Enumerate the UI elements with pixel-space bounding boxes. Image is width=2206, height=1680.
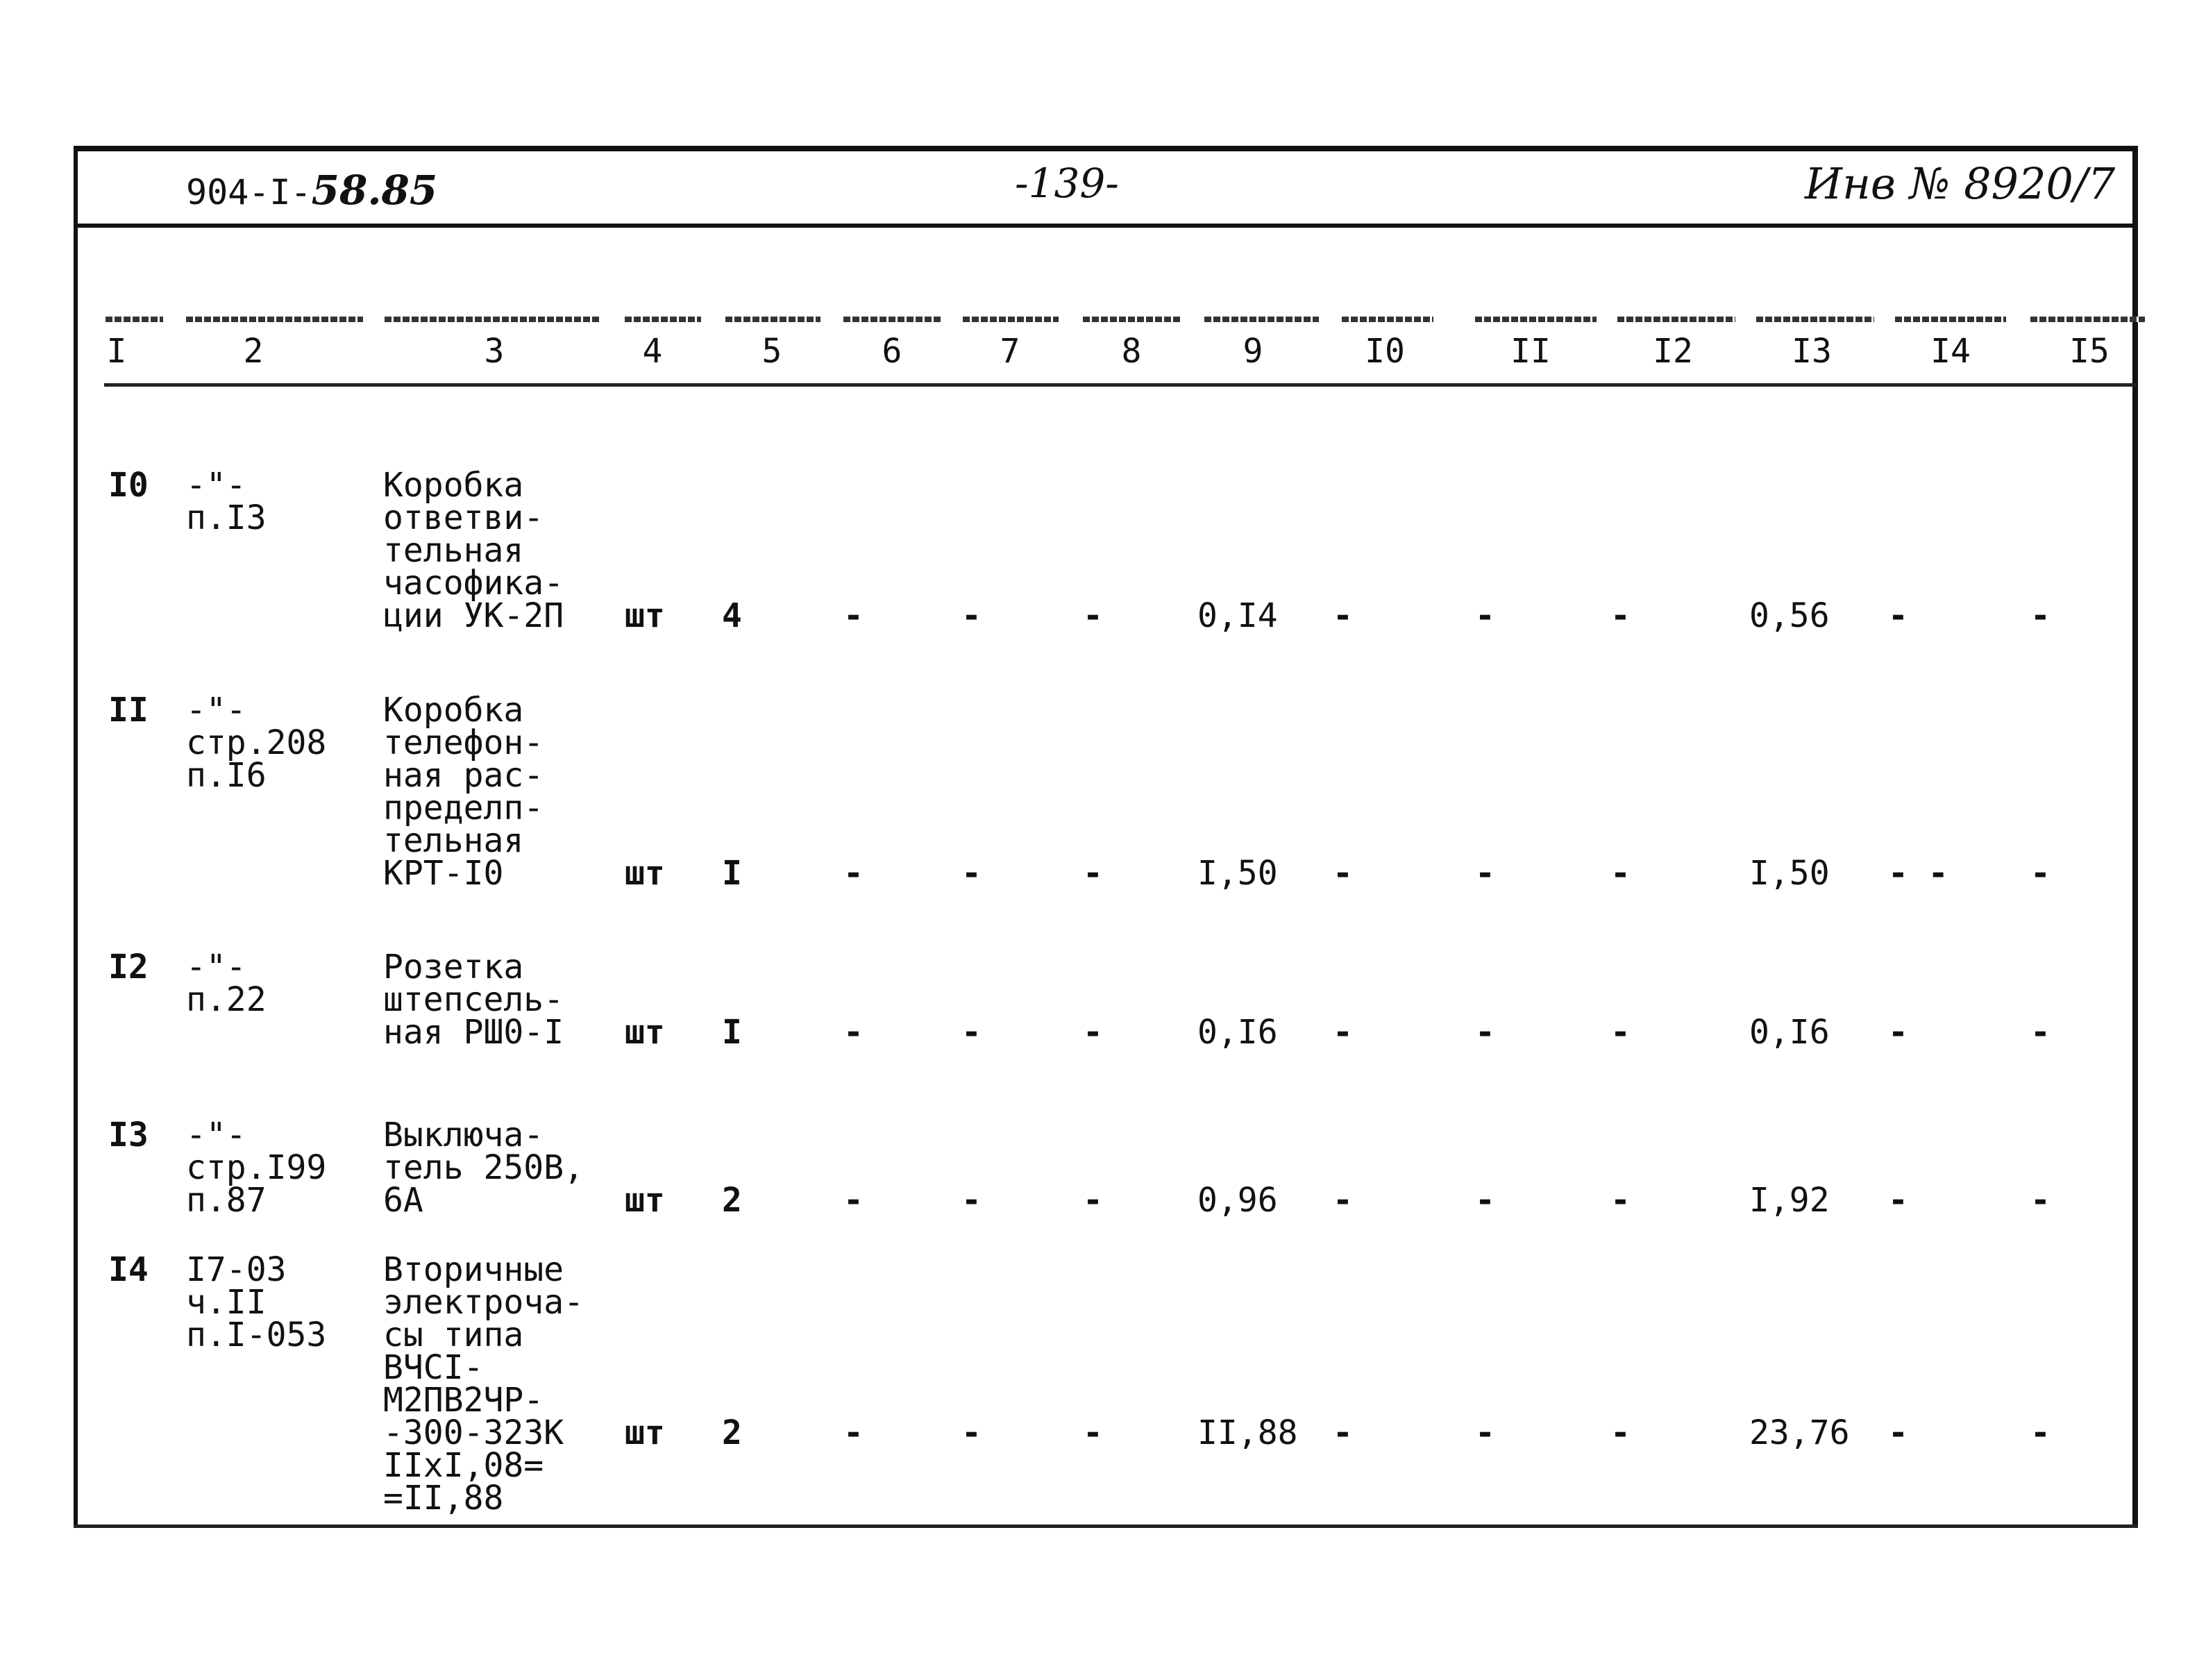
row-col6: - <box>843 1181 864 1220</box>
page-number: -139- <box>1015 160 1119 207</box>
row-col6: - <box>843 596 864 635</box>
row-item-name-line: Коробка <box>383 691 524 730</box>
document-code-printed: 904-I- <box>186 172 312 212</box>
row-item-name-line: тельная <box>383 531 524 570</box>
column-header-dashes <box>0 317 2206 325</box>
row-col7: - <box>961 596 982 635</box>
column-dash-14 <box>1895 317 2006 322</box>
row-col11: - <box>1475 1181 1495 1220</box>
row-unit: шт <box>625 1181 665 1220</box>
column-number: I <box>106 332 127 371</box>
column-number: 4 <box>642 332 663 371</box>
column-dash-4 <box>625 317 701 322</box>
row-col11: - <box>1475 1013 1495 1052</box>
row-col6: - <box>843 854 864 893</box>
row-reference <box>186 691 327 795</box>
row-quantity: 4 <box>722 596 742 635</box>
row-total: I,50 <box>1749 854 1830 893</box>
row-col15: - <box>2030 596 2051 635</box>
column-number: 8 <box>1121 332 1142 371</box>
row-quantity: 2 <box>722 1413 742 1452</box>
row-col6: - <box>843 1013 864 1052</box>
row-col10: - <box>1333 1181 1353 1220</box>
row-col14: - <box>1888 596 1908 635</box>
row-unit: шт <box>625 854 665 893</box>
column-dash-8 <box>1083 317 1180 322</box>
column-number: I5 <box>2069 332 2110 371</box>
header-rule <box>78 224 2132 228</box>
row-col11: - <box>1475 596 1495 635</box>
column-dash-9 <box>1204 317 1319 322</box>
row-item-name-line: КРТ-I0 <box>383 854 504 893</box>
row-item-name-line: электроча- <box>383 1283 584 1322</box>
row-total: 0,I6 <box>1749 1013 1830 1052</box>
row-number: I0 <box>108 466 149 505</box>
row-col14: - <box>1888 1013 1908 1052</box>
row-col7: - <box>961 1181 982 1220</box>
column-header-rule <box>104 383 2137 387</box>
row-item-name-line: ВЧСI- <box>383 1348 484 1387</box>
row-unit-price: 0,I6 <box>1197 1013 1278 1052</box>
row-reference-line: стр.I99 <box>186 1148 327 1187</box>
row-quantity: 2 <box>722 1181 742 1220</box>
row-reference-line: -"- <box>186 948 246 986</box>
column-number: I2 <box>1653 332 1693 371</box>
row-col14: - <box>1888 1413 1908 1452</box>
row-item-name-line: часофика- <box>383 564 564 603</box>
row-col10: - <box>1333 596 1353 635</box>
row-col8: - <box>1083 1181 1103 1220</box>
row-reference <box>186 1116 327 1220</box>
row-quantity: I <box>722 1013 742 1052</box>
row-item-name <box>383 948 564 1052</box>
column-number: I0 <box>1365 332 1405 371</box>
row-total: 0,56 <box>1749 596 1830 635</box>
row-col8: - <box>1083 854 1103 893</box>
column-dash-3 <box>385 317 601 322</box>
row-item-name-line: 6А <box>383 1181 423 1220</box>
row-col8: - <box>1083 1413 1103 1452</box>
row-reference-line: ч.II <box>186 1283 267 1322</box>
row-item-name-line: Выключа- <box>383 1116 544 1154</box>
row-quantity: I <box>722 854 742 893</box>
row-unit-price: I,50 <box>1197 854 1278 893</box>
row-item-name <box>383 1116 584 1220</box>
column-number: 9 <box>1243 332 1263 371</box>
row-unit-price: 0,I4 <box>1197 596 1278 635</box>
row-col8: - <box>1083 1013 1103 1052</box>
row-item-name-line: телефон- <box>383 723 544 762</box>
column-dash-7 <box>963 317 1059 322</box>
row-col15: - <box>2030 854 2051 893</box>
row-item-name <box>383 691 544 893</box>
row-col10: - <box>1333 1013 1353 1052</box>
row-item-name-line: Розетка <box>383 948 524 986</box>
row-item-name-line: ции УК-2П <box>383 596 564 635</box>
column-number: I3 <box>1792 332 1832 371</box>
row-item-name-line: тель 250В, <box>383 1148 584 1187</box>
row-item-name-line: М2ПВ2ЧР- <box>383 1381 544 1420</box>
column-dash-1 <box>106 317 163 322</box>
column-dash-13 <box>1756 317 1874 322</box>
row-col11: - <box>1475 1413 1495 1452</box>
row-col12: - <box>1610 1181 1631 1220</box>
row-item-name-line: -300-323К <box>383 1413 564 1452</box>
column-dash-5 <box>725 317 820 322</box>
row-col14: - <box>1888 1181 1908 1220</box>
row-unit-price: 0,96 <box>1197 1181 1278 1220</box>
row-unit: шт <box>625 1413 665 1452</box>
column-number: 2 <box>243 332 264 371</box>
row-total: 23,76 <box>1749 1413 1850 1452</box>
row-col7: - <box>961 854 982 893</box>
row-unit: шт <box>625 1013 665 1052</box>
row-reference-line: п.87 <box>186 1181 267 1220</box>
column-number: 7 <box>1000 332 1020 371</box>
row-item-name-line: ная РШ0-I <box>383 1013 564 1052</box>
row-reference-line: I7-03 <box>186 1250 287 1289</box>
column-number: 6 <box>882 332 902 371</box>
document-code <box>186 167 437 214</box>
row-col10: - <box>1333 1413 1353 1452</box>
row-reference-line: -"- <box>186 691 246 730</box>
column-dash-10 <box>1342 317 1433 322</box>
row-item-name-line: =II,88 <box>383 1479 504 1518</box>
row-reference-line: п.I-053 <box>186 1316 327 1354</box>
row-col12: - <box>1610 596 1631 635</box>
row-item-name-line: штепсель- <box>383 980 564 1019</box>
row-item-name-line: ответви- <box>383 498 544 537</box>
row-col15: - <box>2030 1181 2051 1220</box>
column-dash-15 <box>2030 317 2145 322</box>
row-number: I3 <box>108 1116 149 1154</box>
row-col6: - <box>843 1413 864 1452</box>
row-reference-line: п.I3 <box>186 498 267 537</box>
row-item-name <box>383 466 564 635</box>
frame-bottom-rule <box>74 1524 2138 1528</box>
row-reference-line: -"- <box>186 466 246 505</box>
row-col11: - <box>1475 854 1495 893</box>
document-code-handwritten: 58.85 <box>311 167 438 214</box>
row-item-name-line: пределп- <box>383 789 544 828</box>
row-reference-line: п.I6 <box>186 756 267 795</box>
row-reference <box>186 1250 327 1354</box>
row-item-name-line: тельная <box>383 821 524 860</box>
row-unit: шт <box>625 596 665 635</box>
row-col14: - - <box>1888 854 1948 893</box>
row-unit-price: II,88 <box>1197 1413 1298 1452</box>
row-col10: - <box>1333 854 1353 893</box>
inventory-number: Инв № 8920/7 <box>1805 158 2116 209</box>
row-item-name <box>383 1250 584 1518</box>
row-item-name-line: Коробка <box>383 466 524 505</box>
column-dash-6 <box>843 317 941 322</box>
row-reference <box>186 948 267 1019</box>
row-item-name-line: сы типа <box>383 1316 524 1354</box>
row-col12: - <box>1610 1413 1631 1452</box>
row-reference-line: стр.208 <box>186 723 327 762</box>
row-number: II <box>108 691 149 730</box>
row-col7: - <box>961 1413 982 1452</box>
row-col12: - <box>1610 1013 1631 1052</box>
column-number: 5 <box>761 332 782 371</box>
row-number: I4 <box>108 1250 149 1289</box>
row-reference-line: -"- <box>186 1116 246 1154</box>
column-dash-2 <box>186 317 363 322</box>
column-dash-12 <box>1617 317 1735 322</box>
row-number: I2 <box>108 948 149 986</box>
column-number: 3 <box>484 332 505 371</box>
row-reference-line: п.22 <box>186 980 267 1019</box>
row-item-name-line: Вторичные <box>383 1250 564 1289</box>
row-item-name-line: ная рас- <box>383 756 544 795</box>
row-col7: - <box>961 1013 982 1052</box>
row-col8: - <box>1083 596 1103 635</box>
column-dash-11 <box>1475 317 1597 322</box>
column-number: I4 <box>1930 332 1971 371</box>
row-reference <box>186 466 267 537</box>
row-col15: - <box>2030 1013 2051 1052</box>
row-col15: - <box>2030 1413 2051 1452</box>
row-total: I,92 <box>1749 1181 1830 1220</box>
row-item-name-line: IIxI,08= <box>383 1446 544 1485</box>
column-number: II <box>1510 332 1551 371</box>
row-col12: - <box>1610 854 1631 893</box>
